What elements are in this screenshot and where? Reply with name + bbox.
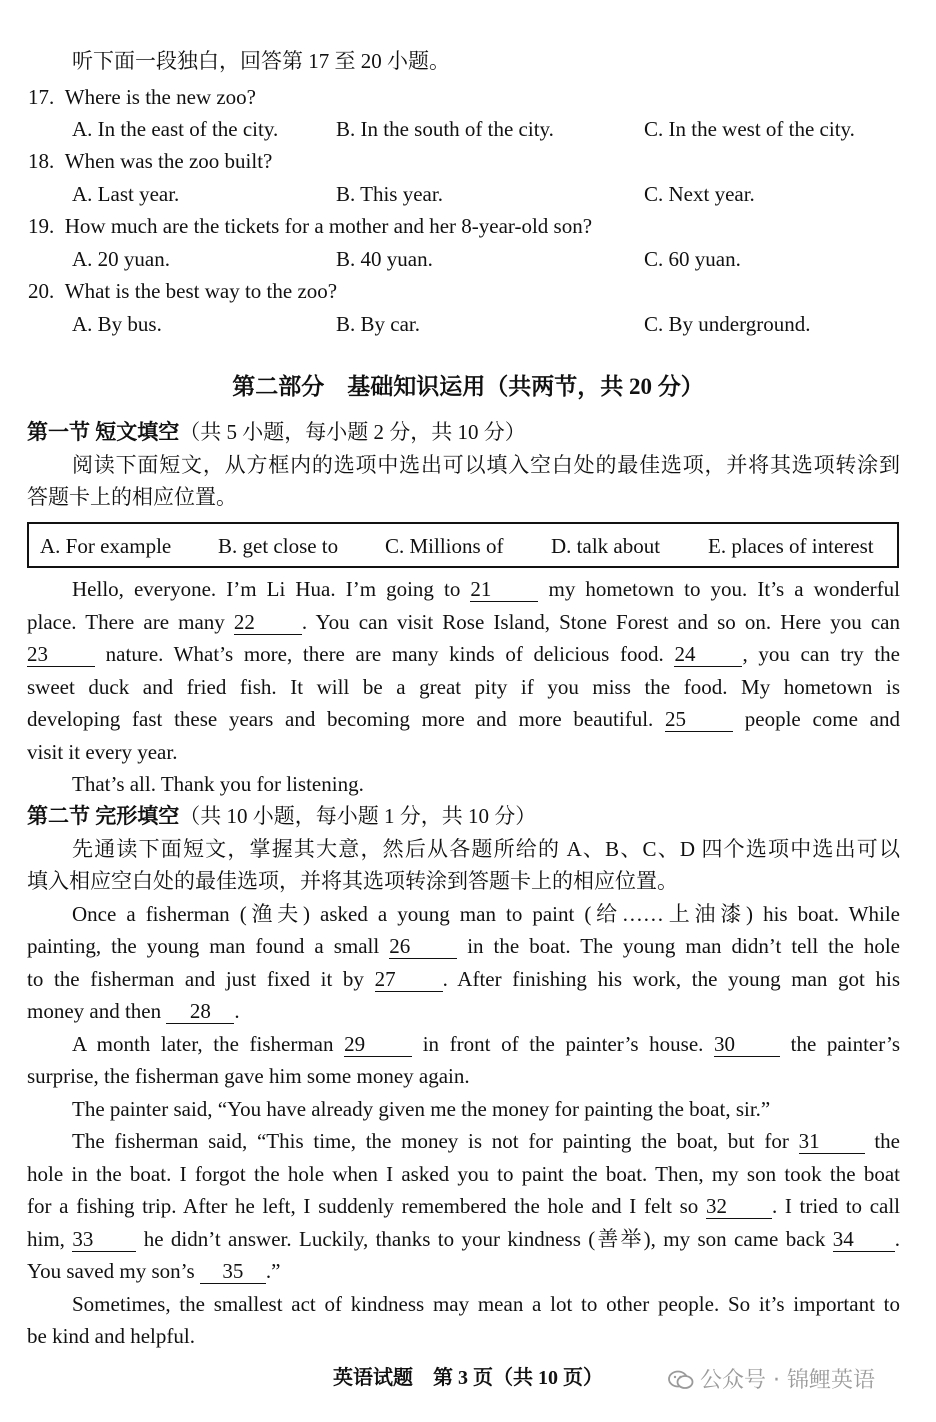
passage2-line: A month later, the fisherman 29 in front of the painter’s house. 30 the painter’s [72,1032,901,1056]
passage1-line: sweet duck and fried fish. It will be a great pity if you miss the food. My hometown is [27,675,900,699]
passage2-line: surprise, the fisherman gave him some money again. [27,1064,470,1088]
blank-28: 28 [166,999,234,1024]
blank-35: 35 [200,1259,266,1284]
passage2-line: The fisherman said, “This time, the money is not for painting the boat, but for 31 the [72,1129,900,1153]
section1-note: （共 5 小题，每小题 2 分，共 10 分） [179,420,526,444]
blank-24: 24 [674,642,742,667]
blank-33: 33 [72,1227,136,1252]
option-18c: C. Next year. [644,182,755,206]
section1-instruction-cont: 答题卡上的相应位置。 [27,485,237,509]
section2-instruction: 先通读下面短文，掌握其大意，然后从各题所给的 A、B、C、D 四个选项中选出可以 [72,837,900,861]
question-17 [28,82,256,112]
passage1-line: place. There are many 22 . You can visit Rose Island, Stone Forest and so on. Here you can [27,610,900,634]
option-19b: B. 40 yuan. [336,247,433,271]
blank-29: 29 [344,1032,412,1057]
passage2-line: The painter said, “You have already given me the money for painting the boat, sir.” [72,1097,771,1121]
passage2-line: money and then 28 . [27,999,240,1023]
passage2-line: be kind and helpful. [27,1324,195,1348]
option-17c: C. In the west of the city. [644,117,855,141]
section2-title: 第二节 完形填空 [27,804,180,828]
option-20c: C. By underground. [644,312,811,336]
blank-22: 22 [234,610,302,635]
passage1-line: visit it every year. [27,740,178,764]
section1-heading [27,417,526,447]
passage1-line: Hello, everyone. I’m Li Hua. I’m going to 21 my hometown to you. It’s a wonderful [72,577,900,601]
question-text: What is the best way to the zoo? [64,279,338,303]
option-17a: A. In the east of the city. [72,117,279,141]
question-20 [28,276,337,306]
box-option-a: A. For example [40,534,172,558]
blank-27: 27 [375,967,443,992]
question-18 [28,146,272,176]
blank-32: 32 [706,1194,772,1219]
option-18b: B. This year. [336,182,443,206]
question-number: 17. [28,85,55,109]
option-20a: A. By bus. [72,312,162,336]
passage2-line: him, 33 he didn’t answer. Luckily, thanks to your kindness (善举), my son came back 34 . [27,1227,900,1251]
question-number: 19. [28,214,55,238]
passage2-line: painting, the young man found a small 26 in the boat. The young man didn’t tell the hole [27,934,900,958]
question-text: When was the zoo built? [64,149,273,173]
option-19a: A. 20 yuan. [72,247,170,271]
section2-heading [27,801,536,831]
passage2-line: You saved my son’s 35 .” [27,1259,281,1283]
listening-intro: 听下面一段独白，回答第 17 至 20 小题。 [72,49,450,73]
passage2-line: for a fishing trip. After he left, I suddenly remembered the hole and I felt so 32 . I tried to call [27,1194,901,1218]
blank-21: 21 [470,577,538,602]
blank-26: 26 [389,934,457,959]
question-19 [28,211,592,241]
passage2-line: Once a fisherman (渔夫) asked a young man to paint (给……上油漆) his boat. While [72,902,900,926]
question-text: Where is the new zoo? [64,85,256,109]
passage1-line: 23 nature. What’s more, there are many kinds of delicious food. 24 , you can try the [27,642,900,666]
option-18a: A. Last year. [72,182,180,206]
question-text: How much are the tickets for a mother and her 8-year-old son? [64,214,593,238]
blank-31: 31 [799,1129,865,1154]
blank-30: 30 [714,1032,780,1057]
question-number: 18. [28,149,55,173]
passage2-line: hole in the boat. I forgot the hole when I asked you to paint the boat. Then, my son took the boat [27,1162,900,1186]
passage1-closing: That’s all. Thank you for listening. [72,772,364,796]
watermark-text: 公众号 · 锦鲤英语 [700,1368,875,1393]
blank-23: 23 [27,642,95,667]
box-option-c: C. Millions of [385,534,504,558]
wechat-icon [668,1370,694,1390]
passage1-line: developing fast these years and becoming more and more beautiful. 25 people come and [27,707,900,731]
blank-34: 34 [833,1227,895,1252]
section2-note: （共 10 小题，每小题 1 分，共 10 分） [179,804,537,828]
section2-instruction-cont: 填入相应空白处的最佳选项，并将其选项转涂到答题卡上的相应位置。 [27,869,678,893]
option-19c: C. 60 yuan. [644,247,741,271]
part2-title: 第二部分 基础知识运用（共两节，共 20 分） [232,374,704,399]
box-option-e: E. places of interest [708,534,874,558]
question-number: 20. [28,279,55,303]
box-option-d: D. talk about [551,534,661,558]
passage2-line: Sometimes, the smallest act of kindness may mean a lot to other people. So it’s important to [72,1292,900,1316]
box-option-b: B. get close to [218,534,339,558]
section1-title: 第一节 短文填空 [27,420,180,444]
option-20b: B. By car. [336,312,420,336]
page-footer: 英语试题 第 3 页（共 10 页） [333,1367,603,1389]
options-box [27,522,899,568]
watermark [668,1366,875,1396]
section1-instruction: 阅读下面短文，从方框内的选项中选出可以填入空白处的最佳选项，并将其选项转涂到 [72,453,900,477]
blank-25: 25 [665,707,733,732]
passage2-line: to the fisherman and just fixed it by 27 . After finishing his work, the young man got his [27,967,900,991]
option-17b: B. In the south of the city. [336,117,554,141]
